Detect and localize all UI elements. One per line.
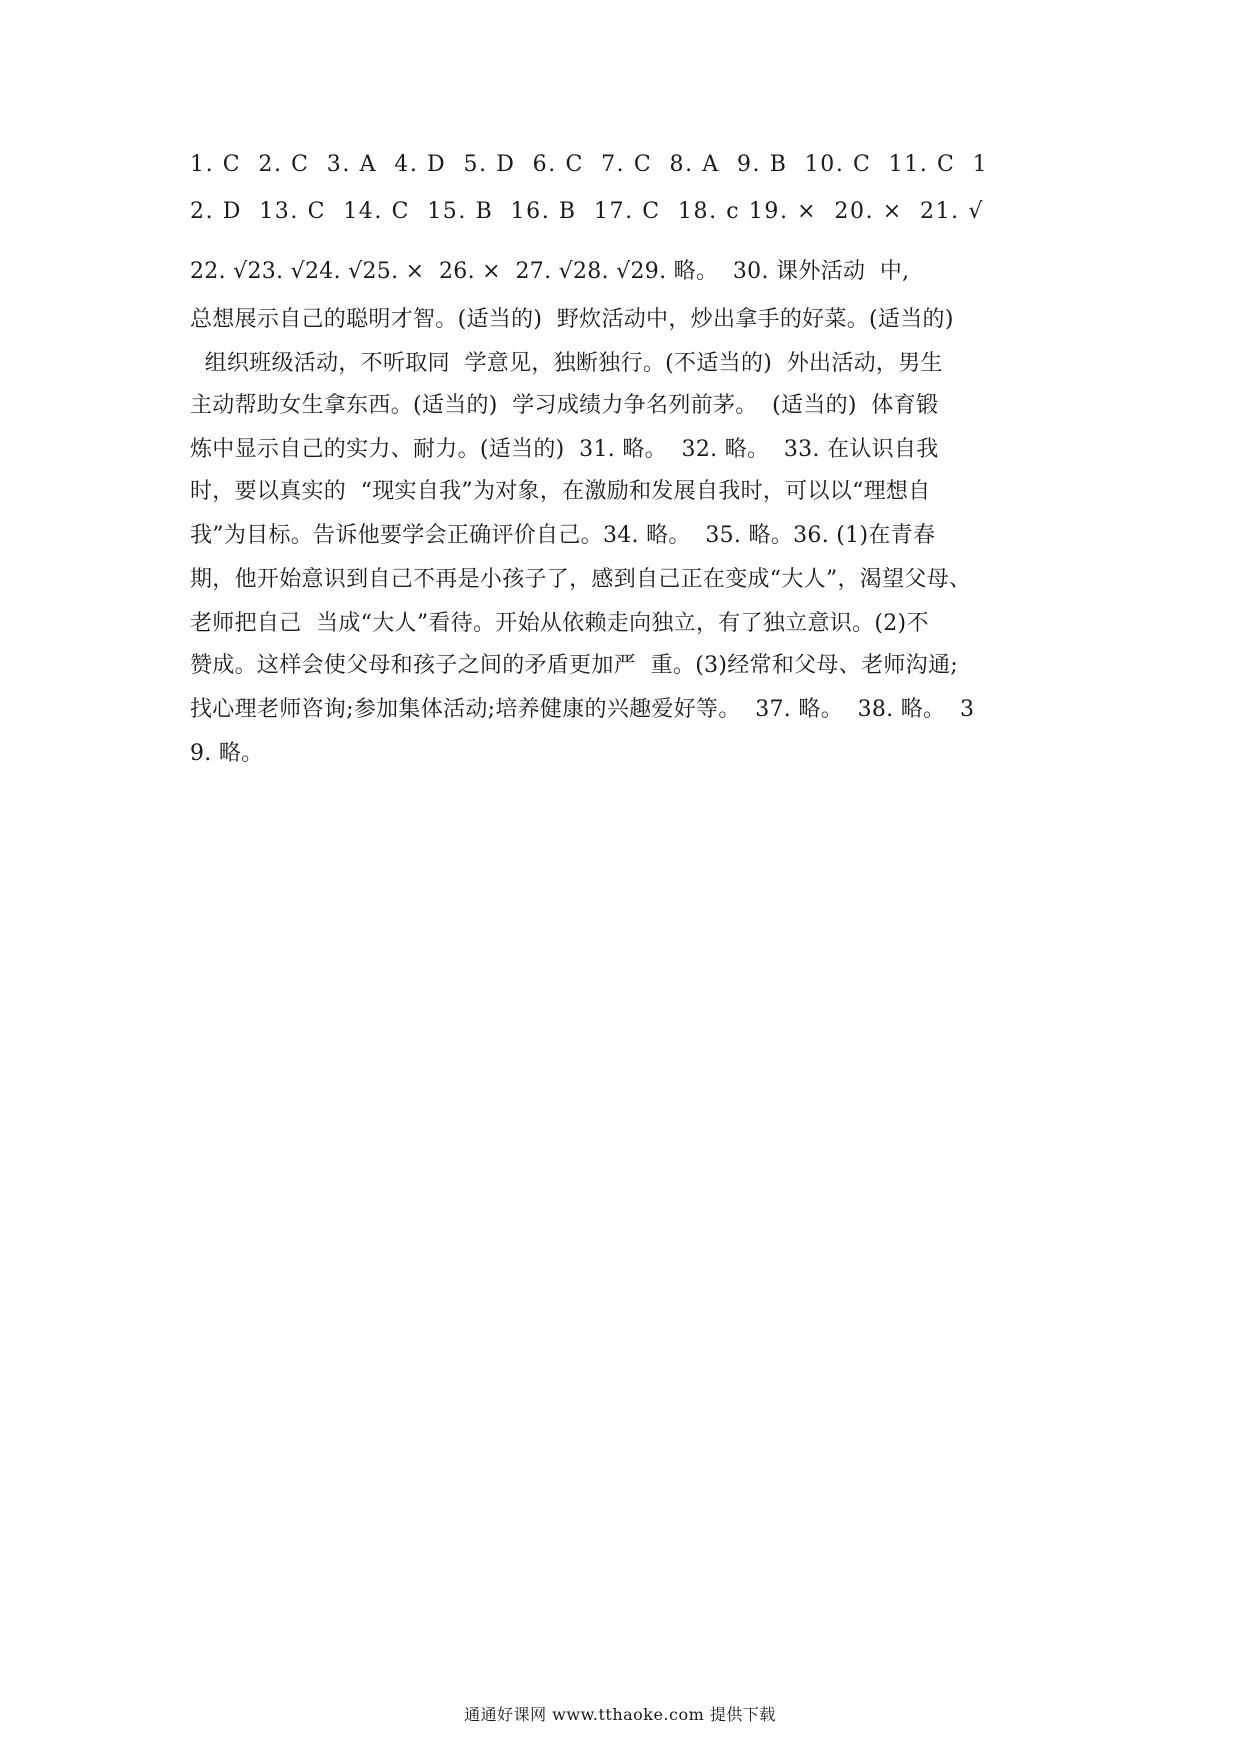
answer-line-11: 老师把自己 当成“大人”看待。开始从依赖走向独立，有了独立意识。(2)不 <box>190 611 929 636</box>
answer-line-4: 总想展示自己的聪明才智。(适当的) 野炊活动中，炒出拿手的好菜。(适当的) <box>190 307 954 332</box>
answer-line-5: 组织班级活动，不听取同 学意见，独断独行。(不适当的) 外出活动，男生 <box>190 351 943 376</box>
answer-line-13: 找心理老师咨询;参加集体活动;培养健康的兴趣爱好等。 37. 略。 38. 略。 3 <box>190 697 975 722</box>
page-footer: 通通好课网 www.tthaoke.com 提供下载 <box>464 1705 776 1724</box>
answer-line-8: 时，要以真实的 “现实自我”为对象，在激励和发展自我时，可以以“理想自 <box>190 479 931 504</box>
answer-line-3: 22. √23. √24. √25. × 26. × 27. √28. √29. 略。 30. 课外活动 中, <box>190 259 910 284</box>
answer-line-2: 2. D 13. C 14. C 15. B 16. B 17. C 18. c 19. × 20. × 21. √ <box>190 199 984 224</box>
answer-line-9: 我”为目标。告诉他要学会正确评价自己。34. 略。 35. 略。36. (1)在青春 <box>190 523 936 548</box>
answer-line-6: 主动帮助女生拿东西。(适当的) 学习成绩力争名列前茅。 (适当的) 体育锻 <box>190 393 939 418</box>
answer-line-7: 炼中显示自己的实力、耐力。(适当的) 31. 略。 32. 略。 33. 在认识自我 <box>190 437 939 462</box>
answer-line-12: 赞成。这样会使父母和孩子之间的矛盾更加严 重。(3)经常和父母、老师沟通; <box>190 653 958 678</box>
answer-line-1: 1. C 2. C 3. A 4. D 5. D 6. C 7. C 8. A 9. B 10. C 11. C 1 <box>190 152 989 177</box>
answer-line-10: 期，他开始意识到自己不再是小孩子了，感到自己正在变成“大人”，渴望父母、 <box>190 567 972 592</box>
answer-line-14: 9. 略。 <box>190 741 264 766</box>
